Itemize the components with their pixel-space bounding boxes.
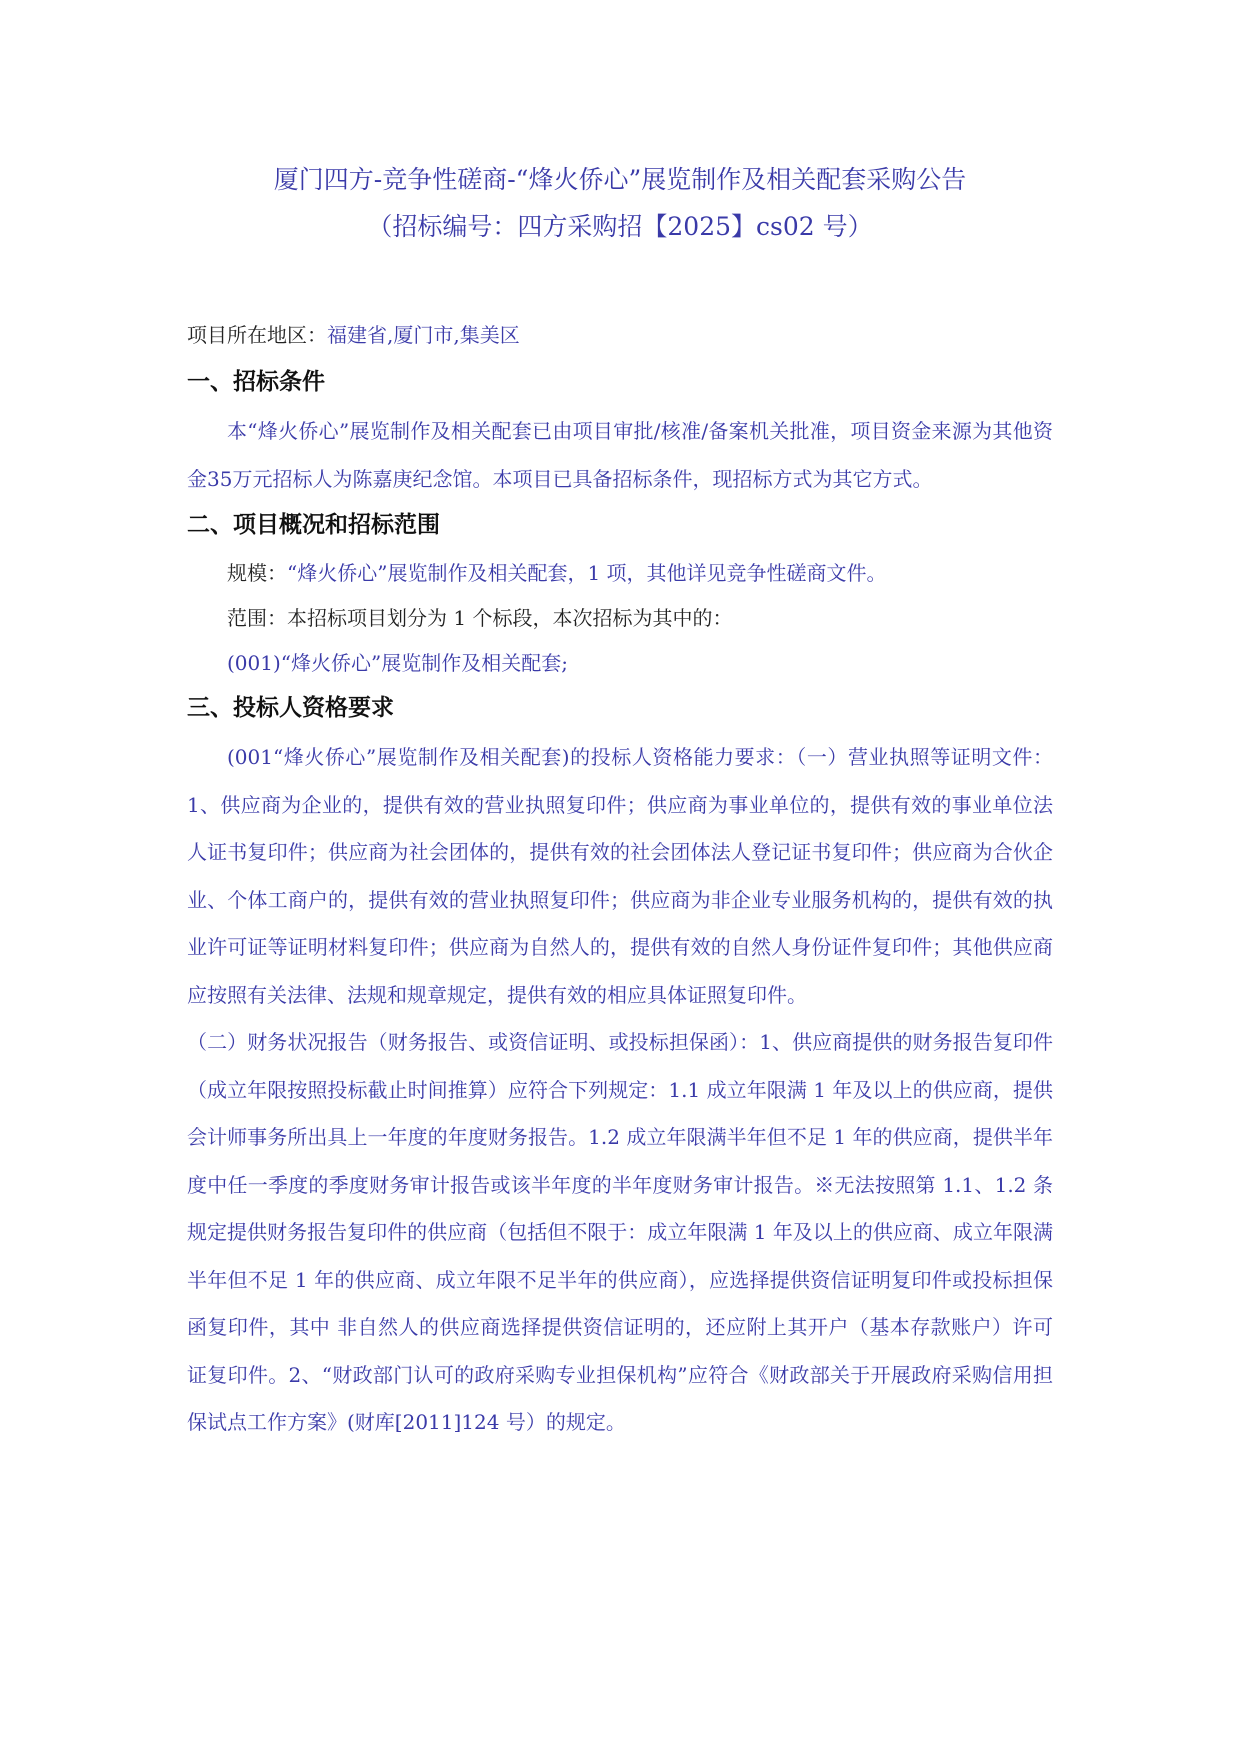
section-heading-tender-conditions: 一、招标条件 (187, 369, 325, 395)
project-location-value: 福建省,厦门市,集美区 (327, 323, 520, 347)
project-lot: (001)“烽火侨心”展览制作及相关配套; (227, 651, 568, 675)
section-heading-bidder-qualification: 三、投标人资格要求 (187, 695, 394, 721)
project-scale-label: 规模： (227, 561, 287, 585)
project-location-label: 项目所在地区： (187, 323, 327, 347)
document-body (187, 318, 1053, 1447)
project-scale-value: “烽火侨心”展览制作及相关配套，1 项，其他详见竞争性磋商文件。 (287, 561, 887, 585)
project-range-text: 范围：本招标项目划分为 1 个标段，本次招标为其中的： (227, 606, 733, 630)
project-location (187, 318, 1053, 352)
project-range (187, 596, 1053, 641)
tender-conditions-paragraph: 本“烽火侨心”展览制作及相关配套已由项目审批/核准/备案机关批准，项目资金来源为其他资金35万元招标人为陈嘉庚纪念馆。本项目已具备招标条件，现招标方式为其它方式。 (187, 419, 1053, 491)
qualification-paragraph-financial: （二）财务状况报告（财务报告、或资信证明、或投标担保函）：1、供应商提供的财务报告复印件（成立年限按照投标截止时间推算）应符合下列规定：1.1 成立年限满 1 年及以上的供应商，提供会计师事务所出具上一年度的年度财务报告。1.2 成立年限满半年但不足 1 年的供应商，提供半年度中任一季度的季度财务审计报告或该半年度的半年度财务审计报告。※无法按照第 1.1、1.2 条规定提供财务报告复印件的供应商（包括但不限于：成立年限满 1 年及以上的供应商、成立年限满半年但不足 1 年的供应商、成立年限不足半年的供应商），应选择提供资信证明复印件或投标担保 函复印件，其中 非自然人的供应商选择提供资信证明的，还应附上其开户（基本存款账户）许可证复印件。2、“财政部门认可的政府采购专业担保机构”应符合《财政部关于开展政府采购信用担保试点工作方案》(财库[2011]124 号）的规定。 (187, 1030, 1053, 1434)
project-scale (187, 551, 1053, 596)
qualification-paragraph-license: (001“烽火侨心”展览制作及相关配套)的投标人资格能力要求：（一）营业执照等证明文件：1、供应商为企业的，提供有效的营业执照复印件；供应商为事业单位的，提供有效的事业单位法人证书复印件；供应商为社会团体的，提供有效的社会团体法人登记证书复印件；供应商为合伙企业、个体工商户的，提供有效的营业执照复印件；供应商为非企业专业服务机构的，提供有效的执业许可证等证明材料复印件；供应商为自然人的，提供有效的自然人身份证件复印件；其他供应商应按照有关法律、法规和规章规定，提供有效的相应具体证照复印件。 (187, 745, 1053, 1007)
tender-number: （招标编号：四方采购招【2025】cs02 号） (367, 212, 873, 241)
document-title: 厦门四方-竞争性磋商-“烽火侨心”展览制作及相关配套采购公告 (273, 165, 967, 194)
section-heading-project-overview: 二、项目概况和招标范围 (187, 512, 440, 538)
